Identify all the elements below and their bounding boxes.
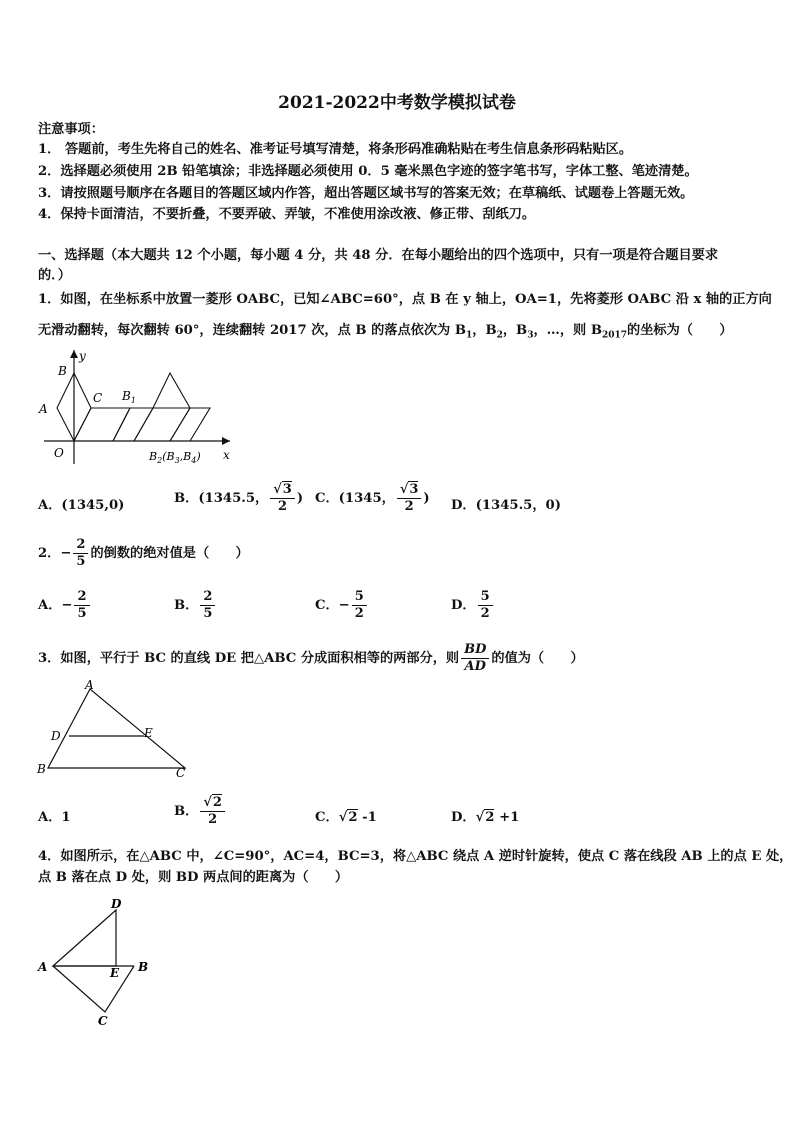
q1-option-A[interactable]: A．(1345,0) — [38, 498, 125, 513]
q2-option-D[interactable]: D． $\frac{5}{2}$ — [451, 589, 495, 622]
q1-label-y: y — [79, 349, 86, 363]
q1-text-line1: 1．如图，在坐标系中放置一菱形 OABC，已知∠ABC=60°，点 B 在 y 轴上，OA=1，先将菱形 OABC 沿 x 轴的正方向 — [38, 292, 772, 307]
notice-item-4: 4．保持卡面清洁，不要折叠，不要弄破、弄皱，不准使用涂改液、修正带、刮纸刀。 — [38, 207, 536, 222]
q1-label-A: A — [39, 402, 48, 416]
notice-item-1: 1． 答题前，考生先将自己的姓名、准考证号填写清楚，将条形码准确粘贴在考生信息条形码粘贴区。 — [38, 142, 633, 157]
q4-label-A: A — [38, 960, 48, 974]
q1-label-O: O — [54, 446, 64, 460]
q1-label-x: x — [223, 448, 230, 462]
q3-option-D[interactable]: D．√2 +1 — [451, 810, 520, 825]
q4-label-C: C — [98, 1014, 108, 1028]
q1-label-C: C — [93, 391, 103, 405]
q3-label-C: C — [176, 766, 186, 780]
q3-option-C[interactable]: C．√2 -1 — [315, 810, 377, 825]
q2-option-B[interactable]: B． $\frac{2}{5}$ — [174, 589, 217, 622]
q3-triangle-figure — [30, 678, 200, 782]
q1-label-B1: $B_1$ — [122, 389, 136, 405]
q2-option-A[interactable]: A．− $\frac{2}{5}$ — [38, 589, 92, 622]
q4-label-D: D — [111, 897, 122, 911]
q4-rotation-figure — [30, 893, 170, 1031]
q3-label-E: E — [144, 726, 153, 740]
q1-option-D[interactable]: D．(1345.5，0) — [451, 498, 561, 513]
q2-option-C[interactable]: C．− $\frac{5}{2}$ — [315, 589, 369, 622]
section-heading-line2: 的．） — [38, 268, 71, 283]
notice-item-3: 3．请按照题号顺序在各题目的答题区域内作答，超出答题区域书写的答案无效；在草稿纸、试题卷上答题无效。 — [38, 186, 694, 201]
q3-label-A: A — [85, 678, 94, 692]
q1-label-B2: $B_2(B_3,B_4)$ — [149, 450, 201, 465]
q1-rhombus-figure — [30, 346, 240, 471]
notice-heading: 注意事项： — [38, 122, 104, 137]
q4-label-E: E — [110, 966, 120, 980]
q1-text-line2: 无滑动翻转，每次翻转 60°，连续翻转 2017 次，点 B 的落点依次为 $B_1$，$B_2$，$B_3$，…，则 $B_{2017}$的坐标为（ ） — [38, 323, 733, 341]
q3-option-A[interactable]: A．1 — [38, 810, 71, 825]
q1-label-B: B — [58, 364, 67, 378]
q3-option-B[interactable]: B． $\frac{√2}{2}$ — [174, 795, 227, 828]
q1-option-B[interactable]: B．(1345.5， $\frac{√3}{2}$ ) — [174, 482, 304, 514]
q2-text: 2．− $\frac{2}{5}$ 的倒数的绝对值是（ ） — [38, 537, 249, 569]
q3-text: 3．如图，平行于 BC 的直线 DE 把△ABC 分成面积相等的两部分，则 $\frac{BD}{AD}$ 的值为（ ） — [38, 642, 584, 674]
section-heading-line1: 一、选择题（本大题共 12 个小题，每小题 4 分，共 48 分．在每小题给出的四个选项中，只有一项是符合题目要求 — [38, 248, 719, 263]
q3-label-B: B — [37, 762, 46, 776]
q3-label-D: D — [51, 729, 61, 743]
q1-option-C[interactable]: C．(1345， $\frac{√3}{2}$ ) — [315, 482, 430, 514]
q4-text-line2: 点 B 落在点 D 处，则 BD 两点间的距离为（ ） — [38, 870, 349, 885]
q4-text-line1: 4．如图所示，在△ABC 中，∠C=90°，AC=4，BC=3，将△ABC 绕点 A 逆时针旋转，使点 C 落在线段 AB 上的点 E 处， — [38, 849, 793, 864]
notice-item-2: 2．选择题必须使用 2B 铅笔填涂；非选择题必须使用 0．5 毫米黑色字迹的签字笔书写，字体工整、笔迹清楚。 — [38, 164, 698, 179]
exam-title: 2021-2022中考数学模拟试卷 — [278, 93, 516, 113]
q4-label-B: B — [138, 960, 149, 974]
